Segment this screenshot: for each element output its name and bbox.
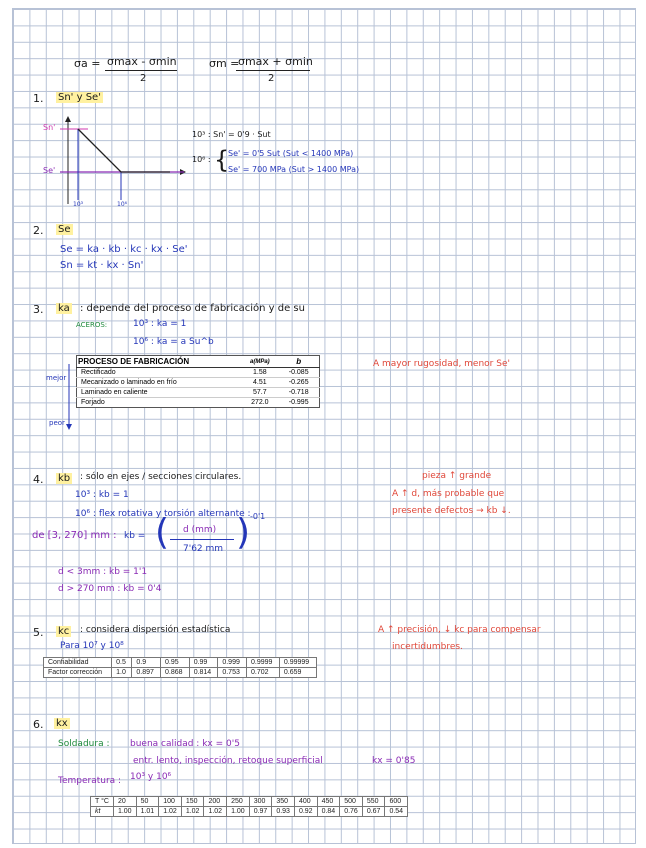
graph-curve [78, 129, 170, 172]
kc-note-1: A ↑ precisión, ↓ kc para compensar [378, 625, 541, 635]
table-cell: 1.00 [227, 807, 250, 817]
table-cell: 0.84 [317, 807, 340, 817]
table-cell: 0.814 [189, 668, 218, 678]
table-cell: 300 [249, 797, 272, 807]
soldadura-buena: buena calidad : kx = 0'5 [130, 739, 240, 749]
table-cell: 0.76 [340, 807, 363, 817]
sigma-a-fraction-bar [105, 70, 177, 71]
table-cell: 1.02 [159, 807, 182, 817]
table-cell: 500 [340, 797, 363, 807]
section-3-description: : depende del proceso de fabricación y de su [80, 303, 305, 314]
kb-note-3: presente defectos → kb ↓. [392, 506, 511, 516]
table-cell: 1.58 [241, 368, 278, 378]
table-cell: Laminado en caliente [77, 388, 242, 398]
peor-label: peor [49, 419, 65, 427]
table-row [77, 368, 320, 378]
fabrication-table [76, 355, 320, 408]
table-cell: -0.718 [278, 388, 319, 398]
table-cell: 0.868 [161, 668, 190, 678]
table-cell: 57.7 [241, 388, 278, 398]
graph-label-x2: 10⁶ [117, 201, 128, 208]
table-header: b [278, 356, 319, 368]
section-5-number: 5. [33, 626, 44, 639]
table-cell: 4.51 [241, 378, 278, 388]
table-cell: 0.99 [189, 658, 218, 668]
table-cell: Confiabilidad [44, 658, 112, 668]
table-cell: 0.95 [161, 658, 190, 668]
sigma-a-denominator: 2 [140, 73, 147, 84]
table-cell: 600 [385, 797, 408, 807]
se-label-106: 10⁶ : [192, 155, 211, 164]
table-row [77, 398, 320, 408]
sigma-a-numerator: σmax - σmin [107, 55, 177, 68]
se-formula-low: Se' = 0'5 Sut (Sut < 1400 MPa) [228, 149, 354, 158]
section-2-title: Se [58, 224, 71, 235]
graph-label-x1: 10³ [73, 201, 84, 208]
kb-frac-num: d (mm) [183, 525, 217, 535]
table-cell: Factor corrección [44, 668, 112, 678]
section-1-title: Sn' y Se' [58, 92, 101, 103]
table-cell: 0.67 [362, 807, 385, 817]
table-cell: 1.00 [113, 807, 136, 817]
table-header: PROCESO DE FABRICACIÓN [77, 356, 242, 368]
table-cell: 200 [204, 797, 227, 807]
ka-106: 10⁶ : ka = a Su^b [133, 337, 214, 347]
kb-note-2: A ↑ d, más probable que [392, 489, 505, 499]
kb-fraction-bar [170, 539, 234, 540]
table-row [77, 388, 320, 398]
temperature-table [90, 796, 408, 817]
table-cell: -0.995 [278, 398, 319, 408]
soldadura-label: Soldadura : [58, 739, 110, 749]
section-3-title: ka [58, 303, 70, 314]
ka-103: 10³ : ka = 1 [133, 319, 187, 329]
sigma-m-numerator: σmax + σmin [238, 55, 313, 68]
reliability-table [43, 657, 317, 678]
table-cell: 0.9 [132, 658, 161, 668]
sigma-m-fraction-bar [236, 70, 310, 71]
table-cell: 1.02 [181, 807, 204, 817]
ka-note: A mayor rugosidad, menor Se' [373, 359, 510, 369]
kb-exponent: -0'1 [250, 512, 266, 521]
section-6-title: kx [56, 718, 68, 729]
kb-103: 10³ : kb = 1 [75, 490, 129, 500]
sigma-m-label: σm = [209, 57, 240, 70]
table-cell: 450 [317, 797, 340, 807]
table-cell: 0.753 [218, 668, 247, 678]
section-5-description: : considera dispersión estadística [80, 625, 231, 635]
table-cell: 0.92 [294, 807, 317, 817]
kb-range: de [3, 270] mm : [32, 530, 117, 541]
temperatura-label: Temperatura : [58, 776, 122, 786]
table-cell: 1.0 [112, 668, 132, 678]
table-cell: 250 [227, 797, 250, 807]
table-cell: 0.99999 [279, 658, 316, 668]
table-cell: 150 [181, 797, 204, 807]
table-cell: -0.265 [278, 378, 319, 388]
table-cell: 272.0 [241, 398, 278, 408]
sigma-a-label: σa = [74, 57, 101, 70]
kb-frac-den: 7'62 mm [183, 544, 224, 554]
kc-note-2: incertidumbres. [392, 642, 463, 652]
table-cell: kt [91, 807, 114, 817]
kb-equals: kb = [124, 531, 146, 541]
kb-106: 10⁶ : flex rotativa y torsión alternante : [75, 509, 251, 519]
kb-note-1: pieza ↑ grande [422, 471, 492, 481]
table-cell: 400 [294, 797, 317, 807]
graph-label-se: Se' [43, 166, 56, 175]
table-row [44, 668, 317, 678]
section-3-number: 3. [33, 303, 44, 316]
brace: { [214, 146, 230, 174]
table-cell: 550 [362, 797, 385, 807]
soldadura-kx085: kx = 0'85 [372, 756, 416, 766]
table-cell: 350 [272, 797, 295, 807]
right-paren: ) [236, 512, 251, 553]
se-equation: Se = ka · kb · kc · kx · Se' [60, 244, 188, 255]
sn-equation: Sn = kt · kx · Sn' [60, 260, 144, 271]
graph-label-sn: Sn' [43, 123, 56, 132]
table-cell: 1.01 [136, 807, 159, 817]
table-cell: T °C [91, 797, 114, 807]
table-cell: 20 [113, 797, 136, 807]
table-row [91, 807, 408, 817]
table-cell: Rectificado [77, 368, 242, 378]
table-cell: 0.999 [218, 658, 247, 668]
table-cell: 0.659 [279, 668, 316, 678]
section-6-number: 6. [33, 718, 44, 731]
graph-y-arrow [65, 116, 71, 122]
table-cell: 0.9999 [247, 658, 280, 668]
table-cell: 1.02 [204, 807, 227, 817]
table-cell: Mecanizado o laminado en frío [77, 378, 242, 388]
table-cell: 0.702 [247, 668, 280, 678]
table-cell: 0.897 [132, 668, 161, 678]
section-1-number: 1. [33, 92, 44, 105]
table-row [91, 797, 408, 807]
table-cell: 0.97 [249, 807, 272, 817]
kb-small-d: d < 3mm : kb = 1'1 [58, 567, 148, 577]
table-cell: 50 [136, 797, 159, 807]
left-paren: ( [155, 512, 170, 553]
mejor-label: mejor [46, 374, 67, 382]
kb-large-d: d > 270 mm : kb = 0'4 [58, 584, 162, 594]
section-2-number: 2. [33, 224, 44, 237]
section-4-number: 4. [33, 473, 44, 486]
section-5-title: kc [58, 626, 70, 637]
table-cell: 0.93 [272, 807, 295, 817]
aceros-label: ACEROS: [76, 321, 108, 329]
table-cell: -0.085 [278, 368, 319, 378]
table-cell: Forjado [77, 398, 242, 408]
table-header: a(MPa) [241, 356, 278, 368]
sn-curve-graph [40, 112, 190, 212]
soldadura-entr: entr. lento, inspección, retoque superficial [133, 756, 323, 766]
se-formula-high: Se' = 700 MPa (Sut > 1400 MPa) [228, 165, 360, 174]
table-cell: 100 [159, 797, 182, 807]
section-4-description: : sólo en ejes / secciones circulares. [80, 472, 242, 482]
kc-range: Para 10⁷ y 10⁸ [60, 641, 124, 651]
table-cell: 0.54 [385, 807, 408, 817]
table-row [44, 658, 317, 668]
sn-formula: 10³ : Sn' = 0'9 · Sut [192, 130, 271, 139]
table-row [77, 378, 320, 388]
table-cell: 0.5 [112, 658, 132, 668]
temperatura-values: 10³ y 10⁶ [130, 772, 172, 782]
mejor-peor-arrow [64, 362, 74, 432]
sigma-m-denominator: 2 [268, 73, 275, 84]
section-4-title: kb [58, 473, 71, 484]
